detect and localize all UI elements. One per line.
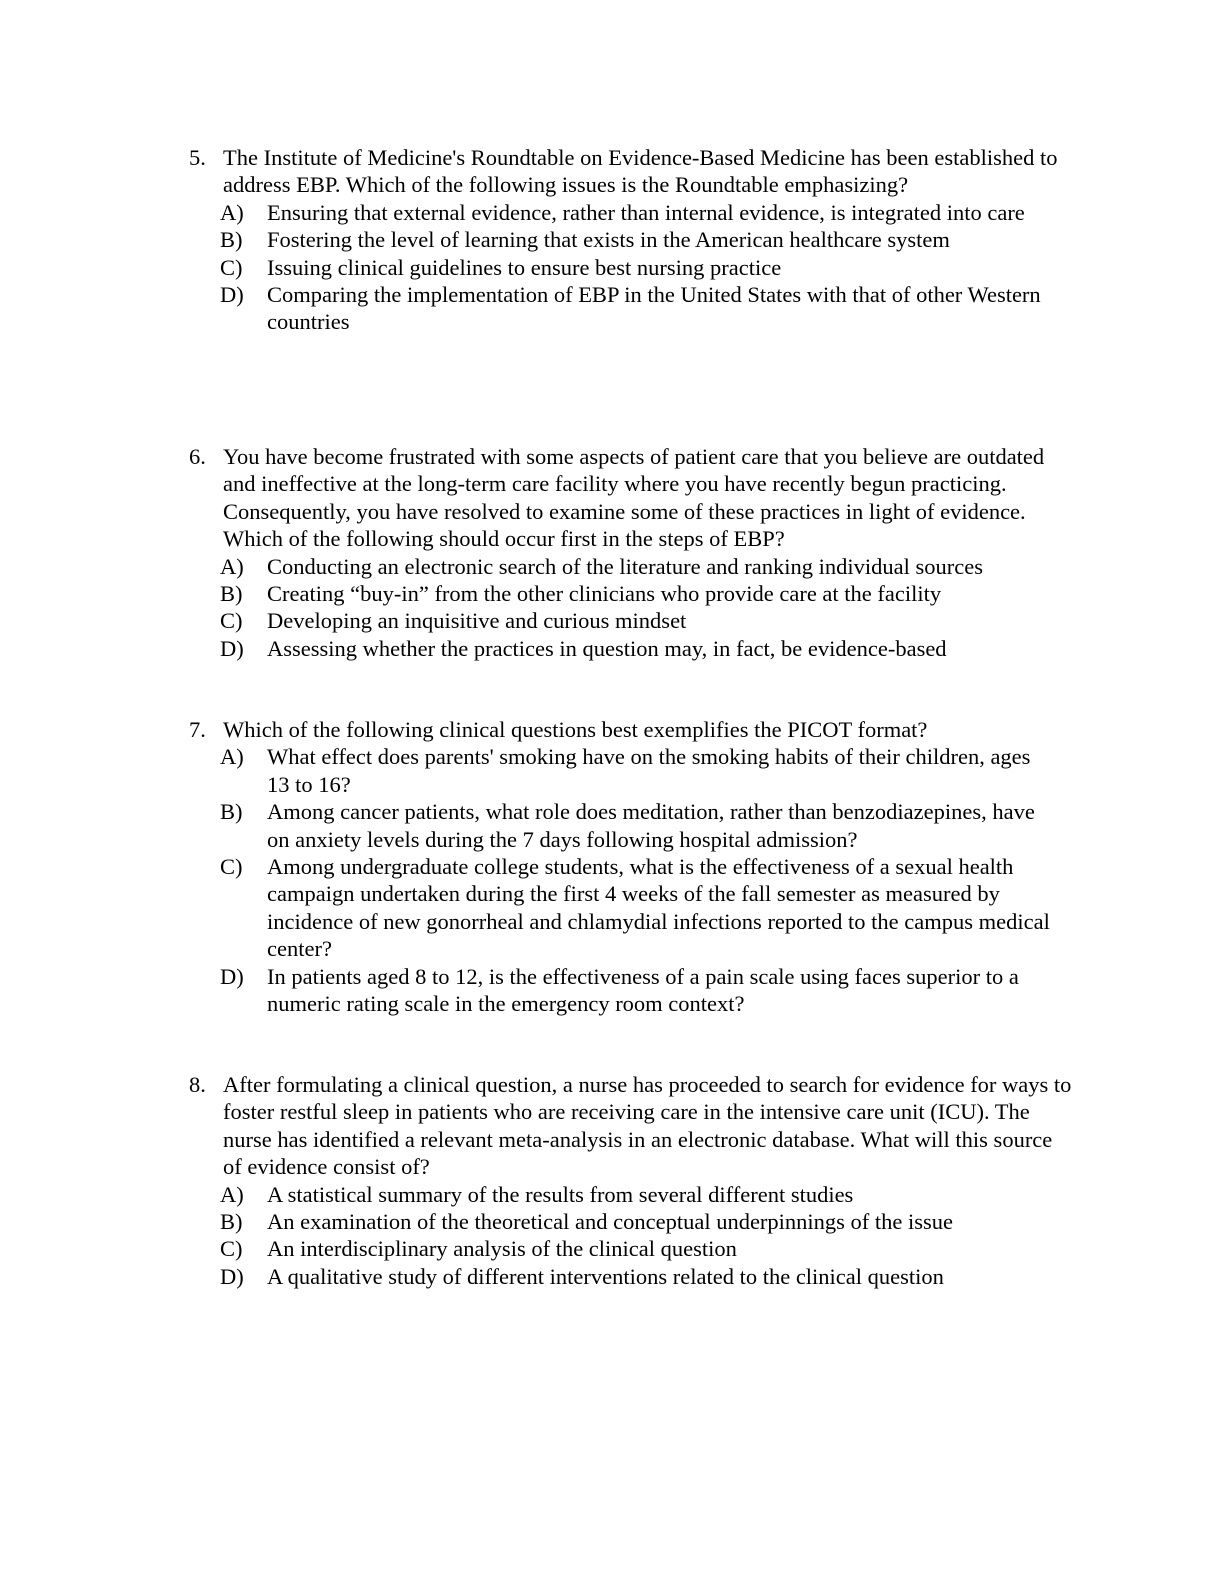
answer-options <box>186 743 1076 1017</box>
option-text: Creating “buy-in” from the other clinicians who provide care at the facility <box>267 581 942 607</box>
question-text: Which of the following clinical questions best exemplifies the PICOT format? <box>223 717 928 742</box>
answer-option-c <box>220 607 1076 634</box>
option-letter: C) <box>220 254 243 280</box>
answer-option-b <box>220 1208 1076 1235</box>
option-letter: C) <box>220 608 243 634</box>
option-letter: B) <box>220 799 243 825</box>
option-letter: A) <box>220 744 244 770</box>
option-text: Among undergraduate college students, what is the effectiveness of a sexual health campaign undertaken during the first 4 weeks of the fall semester as measured by incidence of new gonorrheal and chlamydial infections reported to the campus medical center? <box>267 854 1050 962</box>
option-letter: D) <box>220 963 244 989</box>
option-text: What effect does parents' smoking have on the smoking habits of their children, ages 13 to 16? <box>267 744 1031 797</box>
answer-options <box>186 199 1076 336</box>
option-letter: D) <box>220 282 244 308</box>
answer-options <box>186 1181 1076 1291</box>
option-text: Conducting an electronic search of the literature and ranking individual sources <box>267 553 984 579</box>
answer-option-a <box>220 743 1076 798</box>
option-text: Comparing the implementation of EBP in the United States with that of other Western countries <box>267 282 1041 335</box>
option-letter: C) <box>220 1236 243 1262</box>
answer-options <box>186 553 1076 663</box>
question-number: 5. <box>189 145 206 170</box>
answer-option-c <box>220 1235 1076 1262</box>
answer-option-a <box>220 199 1076 226</box>
answer-option-b <box>220 798 1076 853</box>
question-number: 8. <box>189 1072 206 1097</box>
question-5 <box>186 144 1076 336</box>
option-text: Ensuring that external evidence, rather than internal evidence, is integrated into care <box>267 199 1025 225</box>
option-text: An examination of the theoretical and conceptual underpinnings of the issue <box>267 1209 954 1235</box>
question-8 <box>186 1071 1076 1290</box>
answer-option-c <box>220 853 1076 963</box>
option-letter: A) <box>220 553 244 579</box>
option-text: Assessing whether the practices in question may, in fact, be evidence-based <box>267 635 947 661</box>
option-letter: D) <box>220 1263 244 1289</box>
answer-option-a <box>220 1181 1076 1208</box>
option-text: In patients aged 8 to 12, is the effectiveness of a pain scale using faces superior to a numeric rating scale in the emergency room context? <box>267 963 1019 1017</box>
option-text: A statistical summary of the results from several different studies <box>267 1181 854 1207</box>
option-letter: B) <box>220 1209 243 1235</box>
option-letter: B) <box>220 227 243 253</box>
question-number: 6. <box>189 444 206 469</box>
answer-option-a <box>220 553 1076 580</box>
answer-option-d <box>220 1263 1076 1290</box>
option-letter: C) <box>220 854 243 880</box>
option-text: Developing an inquisitive and curious mindset <box>267 608 687 634</box>
answer-option-d <box>220 963 1076 1018</box>
question-text: The Institute of Medicine's Roundtable on Evidence-Based Medicine has been established to address EBP. Which of the following issues is the Roundtable emphasizing? <box>223 145 1058 198</box>
answer-option-d <box>220 281 1076 336</box>
answer-option-c <box>220 254 1076 281</box>
question-number: 7. <box>189 717 206 742</box>
option-text: Among cancer patients, what role does meditation, rather than benzodiazepines, have on anxiety levels during the 7 days following hospital admission? <box>267 799 1035 852</box>
option-letter: B) <box>220 581 243 607</box>
option-text: An interdisciplinary analysis of the clinical question <box>267 1236 737 1262</box>
question-text: You have become frustrated with some aspects of patient care that you believe are outdated and ineffective at the long-term care facility where you have recently begun practicing. Consequently, you have resolved to examine some of these practices in light of evidence. Which of the following should occur first in the steps of EBP? <box>223 444 1045 552</box>
answer-option-b <box>220 580 1076 607</box>
question-text: After formulating a clinical question, a nurse has proceeded to search for evidence for ways to foster restful sleep in patients who are receiving care in the intensive care unit (ICU). The nurse has identified a relevant meta-analysis in an electronic database. What will this source of evidence consist of? <box>223 1072 1072 1180</box>
answer-option-b <box>220 226 1076 253</box>
option-text: Issuing clinical guidelines to ensure best nursing practice <box>267 254 782 280</box>
question-6 <box>186 443 1076 662</box>
question-7 <box>186 716 1076 1017</box>
option-text: Fostering the level of learning that exists in the American healthcare system <box>267 227 950 253</box>
option-letter: D) <box>220 635 244 661</box>
option-letter: A) <box>220 199 244 225</box>
answer-option-d <box>220 635 1076 662</box>
option-text: A qualitative study of different interventions related to the clinical question <box>267 1263 944 1289</box>
option-letter: A) <box>220 1181 244 1207</box>
